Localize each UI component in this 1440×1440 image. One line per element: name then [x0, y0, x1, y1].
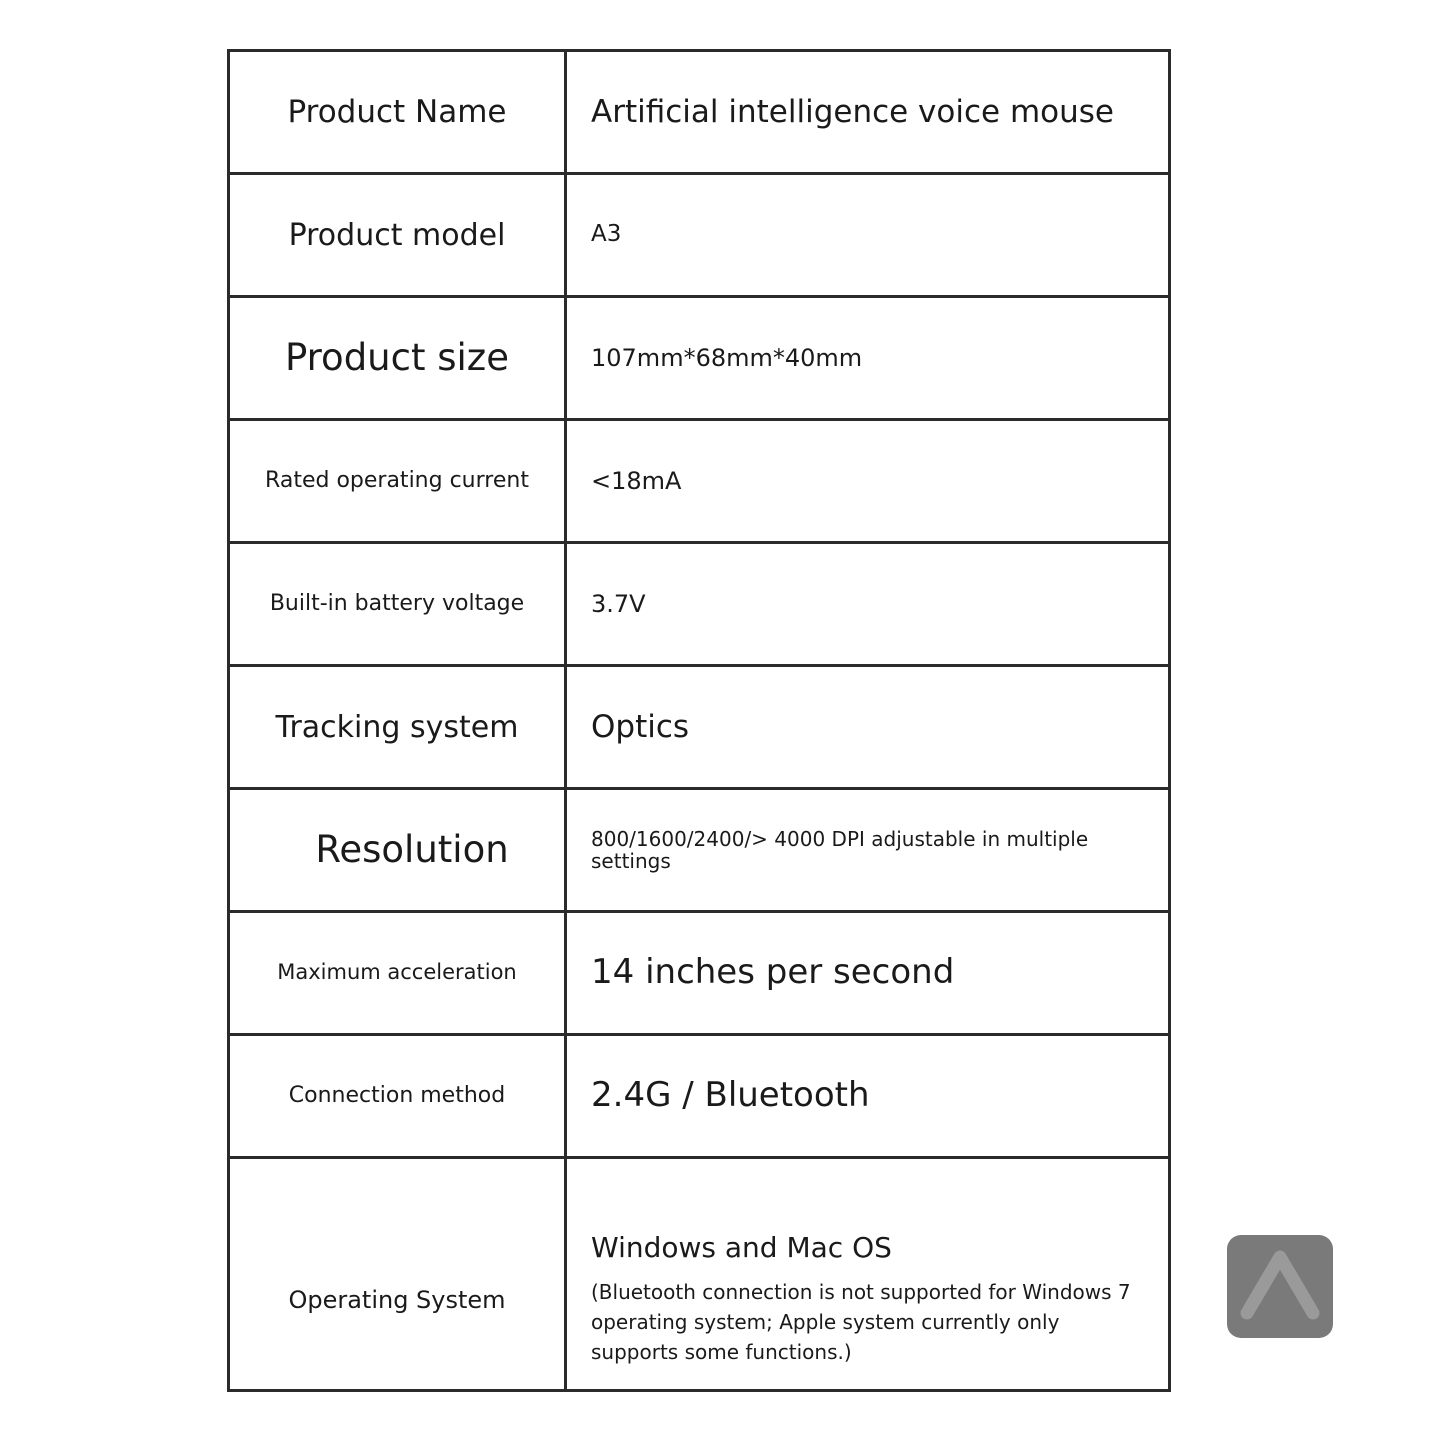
spec-value: Optics: [591, 708, 690, 745]
table-row: [229, 912, 1170, 1035]
spec-value: Windows and Mac OS: [591, 1230, 892, 1264]
spec-value-cell: [566, 666, 1170, 789]
spec-label-cell: [229, 789, 566, 912]
table-row: [229, 420, 1170, 543]
table-row: [229, 789, 1170, 912]
spec-label-cell: [229, 912, 566, 1035]
spec-label: Product size: [285, 335, 509, 379]
table-row: [229, 297, 1170, 420]
table-row: [229, 543, 1170, 666]
table-row: [229, 174, 1170, 297]
spec-value-cell: [566, 420, 1170, 543]
spec-value-cell: [566, 1035, 1170, 1158]
spec-label-cell: [229, 1158, 566, 1391]
spec-value: Artificial intelligence voice mouse: [591, 93, 1114, 130]
spec-label: Built-in battery voltage: [269, 590, 525, 616]
spec-value-cell: [566, 789, 1170, 912]
table-row: [229, 51, 1170, 174]
brand-logo: [1227, 1235, 1333, 1338]
spec-value-cell: [566, 1158, 1170, 1391]
spec-label: Product Name: [287, 93, 507, 130]
spec-value-cell: [566, 543, 1170, 666]
table-row: [229, 1158, 1170, 1391]
spec-value: A3: [591, 221, 622, 248]
spec-value: 800/1600/2400/> 4000 DPI adjustable in multiple settings: [591, 827, 1089, 873]
chevron-up-icon: [1227, 1235, 1333, 1338]
table-row: [229, 666, 1170, 789]
spec-label-cell: [229, 1035, 566, 1158]
spec-label: Maximum acceleration: [277, 960, 517, 985]
spec-label: Resolution: [315, 827, 509, 871]
spec-value: 3.7V: [591, 589, 646, 618]
spec-label-cell: [229, 666, 566, 789]
spec-value-cell: [566, 297, 1170, 420]
spec-label: Rated operating current: [265, 467, 529, 493]
spec-label-cell: [229, 51, 566, 174]
spec-value-cell: [566, 174, 1170, 297]
spec-value: <18mA: [591, 466, 682, 495]
spec-note: (Bluetooth connection is not supported for Windows 7 operating system; Apple system currently only supports some functions.): [591, 1280, 1131, 1365]
spec-label-cell: [229, 420, 566, 543]
spec-value: 14 inches per second: [591, 952, 955, 993]
spec-label-cell: [229, 297, 566, 420]
spec-table: [227, 49, 1171, 1392]
table-row: [229, 1035, 1170, 1158]
spec-value-cell: [566, 51, 1170, 174]
spec-label: Tracking system: [275, 709, 519, 745]
spec-value-cell: [566, 912, 1170, 1035]
spec-label-cell: [229, 543, 566, 666]
spec-label: Connection method: [288, 1082, 506, 1108]
spec-label: Product model: [288, 217, 506, 253]
spec-value: 107mm*68mm*40mm: [591, 343, 863, 372]
spec-label-cell: [229, 174, 566, 297]
spec-label: Operating System: [288, 1285, 506, 1314]
spec-value: 2.4G / Bluetooth: [591, 1075, 870, 1116]
